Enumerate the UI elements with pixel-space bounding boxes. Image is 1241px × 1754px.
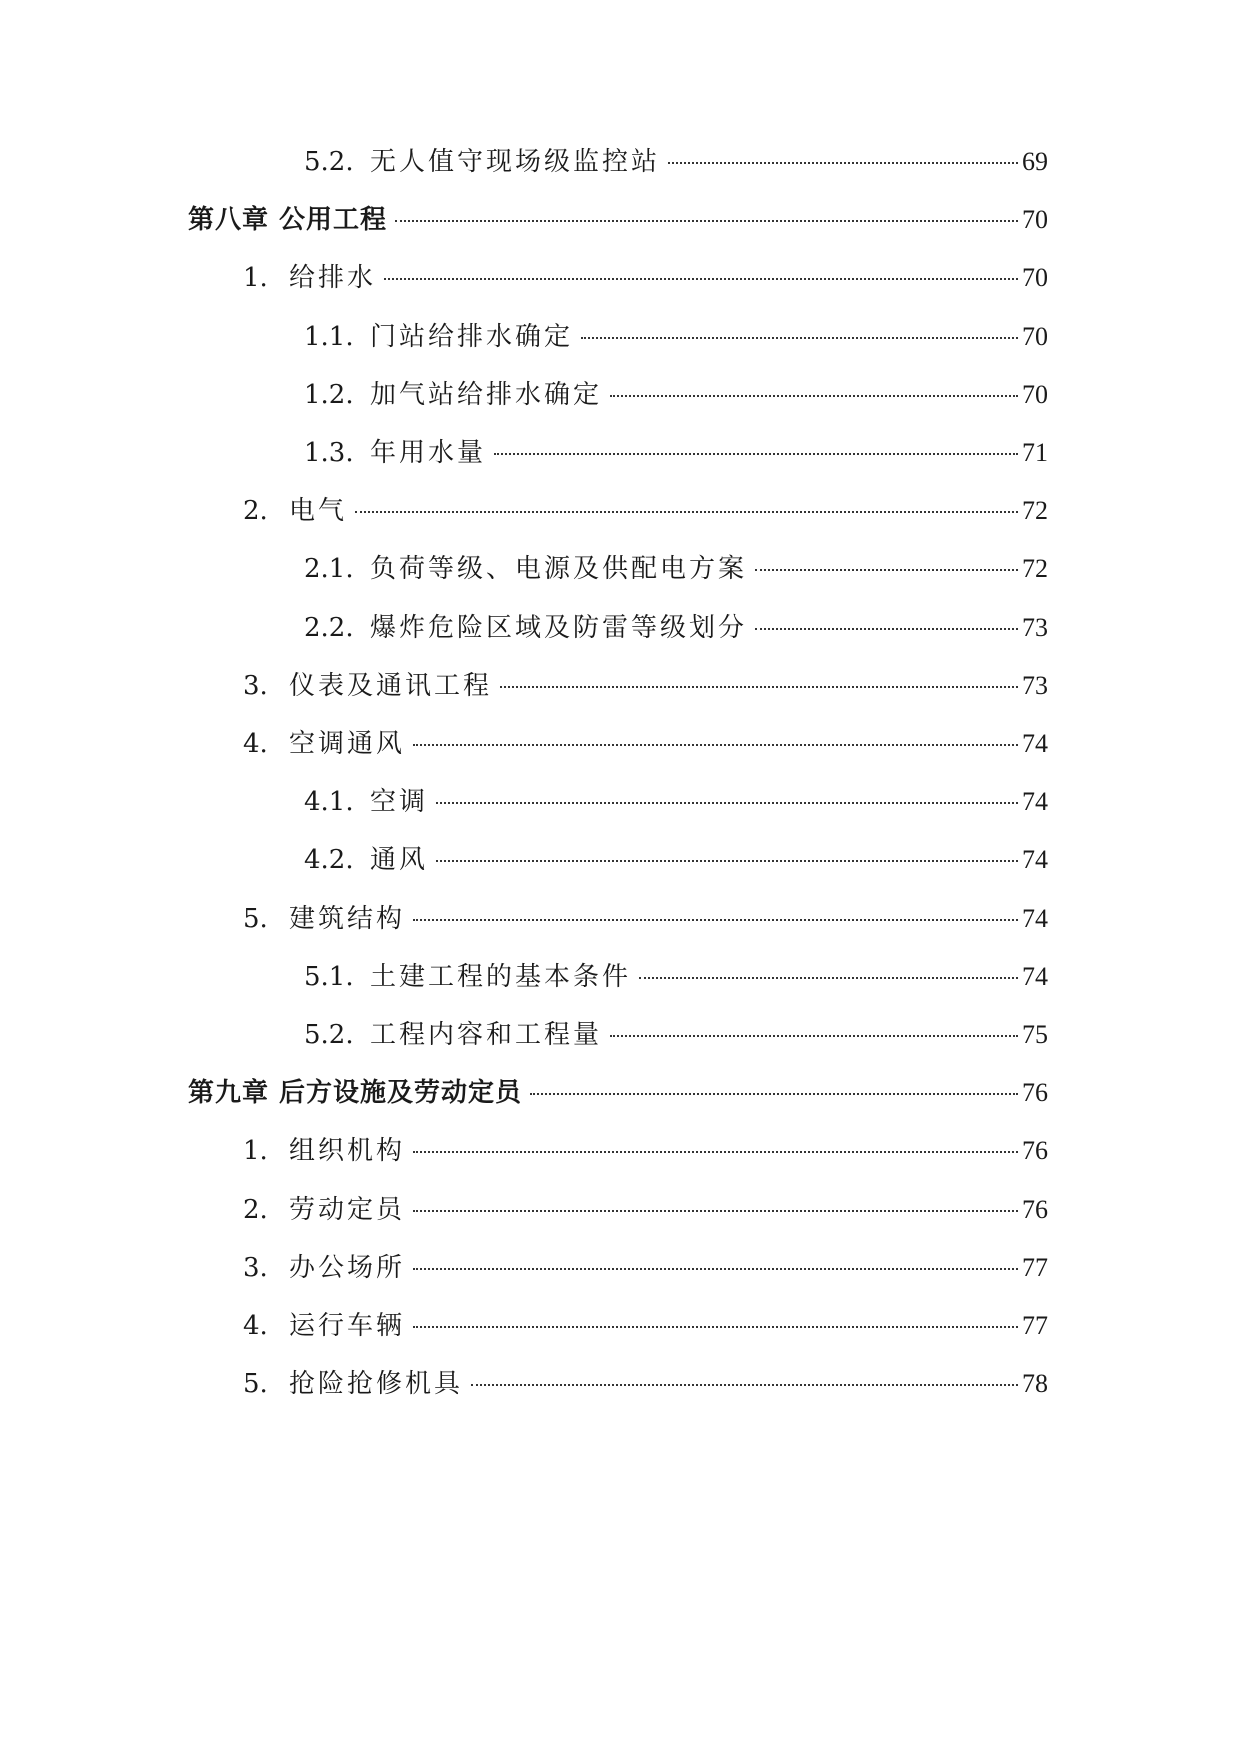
toc-entry-number: 1.1.: [304, 322, 354, 352]
toc-entry[interactable]: [304, 1015, 1048, 1055]
dot-leader: [500, 686, 1018, 688]
toc-entry-number: 5.: [243, 1369, 268, 1399]
toc-entry[interactable]: [304, 957, 1048, 997]
toc-entry-number: 2.1.: [304, 554, 354, 584]
toc-entry-number: 1.: [243, 263, 268, 293]
toc-entry-page-number: 74: [1022, 904, 1048, 933]
toc-entry-page-number: 70: [1022, 322, 1048, 351]
toc-entry-title: 年用水量: [370, 438, 487, 468]
toc-entry-title: 建筑结构: [289, 904, 406, 934]
dot-leader: [639, 977, 1018, 979]
toc-entry-title: 给排水: [289, 263, 377, 293]
dot-leader: [530, 1093, 1018, 1095]
dot-leader: [413, 1326, 1018, 1328]
dot-leader: [413, 1268, 1018, 1270]
toc-entry-page-number: 70: [1022, 380, 1048, 409]
dot-leader: [755, 628, 1018, 630]
toc-entry-title: 通风: [370, 845, 429, 875]
toc-chapter-entry[interactable]: [188, 1073, 1048, 1113]
toc-entry[interactable]: [243, 724, 1048, 764]
toc-entry-number: 3.: [243, 1253, 268, 1283]
toc-entry-page-number: 73: [1022, 671, 1048, 700]
toc-entry[interactable]: [304, 433, 1048, 473]
dot-leader: [436, 860, 1018, 862]
toc-entry-number: 4.2.: [304, 845, 354, 875]
toc-entry[interactable]: [243, 666, 1048, 706]
toc-entry-page-number: 77: [1022, 1253, 1048, 1282]
dot-leader: [668, 162, 1018, 164]
dot-leader: [494, 453, 1018, 455]
toc-entry-number: 4.1.: [304, 787, 354, 817]
toc-entry-title: 运行车辆: [289, 1311, 406, 1341]
toc-entry-number: 1.2.: [304, 380, 354, 410]
toc-entry[interactable]: [243, 1248, 1048, 1288]
toc-entry-number: 4.: [243, 729, 268, 759]
toc-entry-title: 无人值守现场级监控站: [370, 147, 661, 177]
toc-entry-number: 5.2.: [304, 147, 354, 177]
toc-entry[interactable]: [304, 317, 1048, 357]
toc-entry-page-number: 73: [1022, 613, 1048, 642]
toc-entry-title: 空调: [370, 787, 429, 817]
dot-leader: [395, 220, 1018, 222]
toc-entry-number: 5.: [243, 904, 268, 934]
toc-entry-title: 组织机构: [289, 1136, 406, 1166]
toc-entry[interactable]: [243, 1306, 1048, 1346]
dot-leader: [413, 919, 1018, 921]
toc-entry[interactable]: [304, 608, 1048, 648]
toc-entry[interactable]: [243, 899, 1048, 939]
toc-entry-title: 电气: [289, 496, 348, 526]
dot-leader: [471, 1384, 1018, 1386]
dot-leader: [413, 1151, 1018, 1153]
toc-entry-title: 第九章 后方设施及劳动定员: [188, 1078, 523, 1108]
toc-entry[interactable]: [243, 491, 1048, 531]
toc-entry-page-number: 78: [1022, 1369, 1048, 1398]
toc-entry-number: 5.1.: [304, 962, 354, 992]
toc-entry[interactable]: [304, 375, 1048, 415]
toc-entry-title: 门站给排水确定: [370, 322, 574, 352]
toc-entry-title: 加气站给排水确定: [370, 380, 603, 410]
toc-entry-number: 3.: [243, 671, 268, 701]
toc-entry-page-number: 76: [1022, 1078, 1048, 1107]
toc-entry-title: 负荷等级、电源及供配电方案: [370, 554, 748, 584]
toc-entry-title: 土建工程的基本条件: [370, 962, 632, 992]
toc-entry[interactable]: [304, 549, 1048, 589]
dot-leader: [384, 278, 1018, 280]
toc-entry-page-number: 77: [1022, 1311, 1048, 1340]
toc-entry-page-number: 74: [1022, 845, 1048, 874]
dot-leader: [610, 395, 1018, 397]
toc-entry[interactable]: [304, 142, 1048, 182]
dot-leader: [413, 744, 1018, 746]
toc-entry[interactable]: [243, 258, 1048, 298]
toc-entry-page-number: 71: [1022, 438, 1048, 467]
toc-entry-number: 1.: [243, 1136, 268, 1166]
toc-entry-page-number: 75: [1022, 1020, 1048, 1049]
toc-entry-title: 工程内容和工程量: [370, 1020, 603, 1050]
toc-entry-title: 爆炸危险区域及防雷等级划分: [370, 613, 748, 643]
toc-entry-page-number: 74: [1022, 962, 1048, 991]
dot-leader: [355, 511, 1018, 513]
toc-entry-page-number: 69: [1022, 147, 1048, 176]
toc-entry[interactable]: [243, 1364, 1048, 1404]
toc-entry-page-number: 76: [1022, 1195, 1048, 1224]
toc-entry-number: 1.3.: [304, 438, 354, 468]
toc-entry-number: 2.2.: [304, 613, 354, 643]
toc-entry-title: 办公场所: [289, 1253, 406, 1283]
toc-entry-page-number: 72: [1022, 554, 1048, 583]
toc-entry-title: 仪表及通讯工程: [289, 671, 493, 701]
toc-entry-page-number: 72: [1022, 496, 1048, 525]
toc-entry[interactable]: [243, 1190, 1048, 1230]
toc-entry-page-number: 74: [1022, 729, 1048, 758]
dot-leader: [581, 337, 1018, 339]
toc-entry-page-number: 76: [1022, 1136, 1048, 1165]
dot-leader: [610, 1035, 1018, 1037]
toc-entry[interactable]: [243, 1131, 1048, 1171]
toc-entry[interactable]: [304, 782, 1048, 822]
dot-leader: [755, 569, 1018, 571]
toc-entry-number: 2.: [243, 1195, 268, 1225]
toc-entry-title: 抢险抢修机具: [289, 1369, 464, 1399]
toc-entry-number: 4.: [243, 1311, 268, 1341]
toc-chapter-entry[interactable]: [188, 200, 1048, 240]
dot-leader: [413, 1210, 1018, 1212]
toc-entry-page-number: 74: [1022, 787, 1048, 816]
toc-entry-page-number: 70: [1022, 263, 1048, 292]
toc-entry-number: 5.2.: [304, 1020, 354, 1050]
toc-entry[interactable]: [304, 840, 1048, 880]
toc-entry-title: 第八章 公用工程: [188, 205, 388, 235]
toc-entry-title: 劳动定员: [289, 1195, 406, 1225]
toc-entry-number: 2.: [243, 496, 268, 526]
toc-entry-title: 空调通风: [289, 729, 406, 759]
toc-entry-page-number: 70: [1022, 205, 1048, 234]
dot-leader: [436, 802, 1018, 804]
